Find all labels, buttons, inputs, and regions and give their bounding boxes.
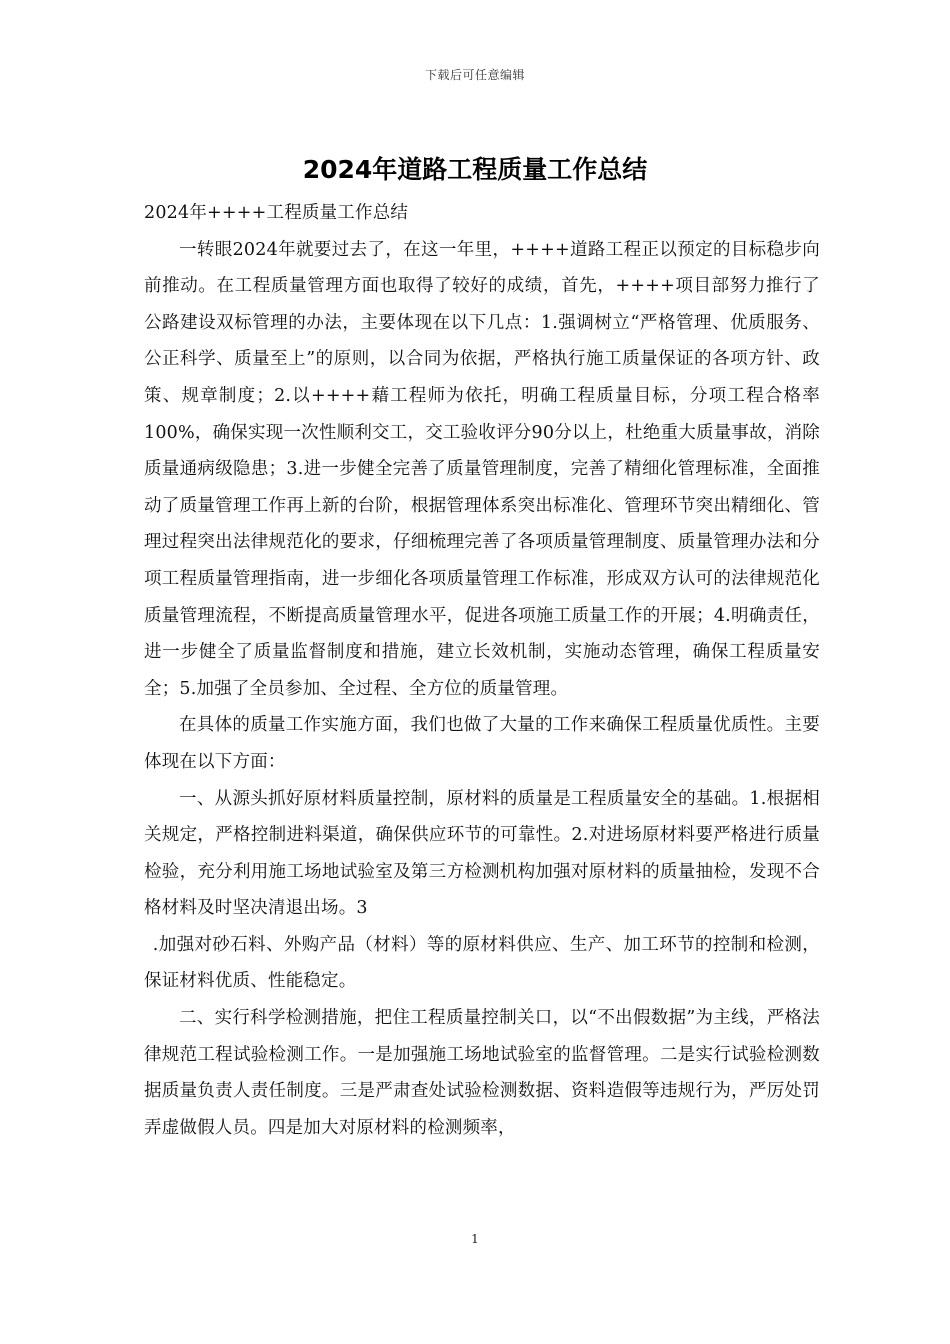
header-note: 下载后可任意编辑 [424,68,525,82]
document-body [144,195,820,1146]
paragraph-intro: 一转眼2024年就要过去了，在这一年里，++++道路工程正以预定的目标稳步向前推动。在工程质量管理方面也取得了较好的成绩，首先，++++项目部努力推行了公路建设双标管理的办法，主要体现在以下几点：1.强调树立“严格管理、优质服务、公正科学、质量至上”的原则，以合同为依据，严格执行施工质量保证的各项方针、政策、规章制度；2.以++++藉工程师为依托，明确工程质量目标，分项工程合格率100%，确保实现一次性顺利交工，交工验收评分90分以上，杜绝重大质量事故，消除质量通病级隐患；3.进一步健全完善了质量管理制度，完善了精细化管理标准，全面推动了质量管理工作再上新的台阶，根据管理体系突出标准化、管理环节突出精细化、管理过程突出法律规范化的要求，仔细梳理完善了各项质量管理制度、质量管理办法和分项工程质量管理指南，进一步细化各项质量管理工作标准，形成双方认可的法律规范化质量管理流程，不断提高质量管理水平，促进各项施工质量工作的开展；4.明确责任，进一步健全了质量监督制度和措施，建立长效机制，实施动态管理，确保工程质量安全；5.加强了全员参加、全过程、全方位的质量管理。 [144,239,820,699]
document-title: 2024年道路工程质量工作总结 [302,155,648,184]
paragraph-implementation: 在具体的质量工作实施方面，我们也做了大量的工作来确保工程质量优质性。主要体现在以下方面： [144,715,820,772]
paragraph-section-one-continued: .加强对砂石料、外购产品（材料）等的原材料供应、生产、加工环节的控制和检测，保证材料优质、性能稳定。 [144,934,820,992]
page-number: 1 [471,1232,479,1246]
paragraph-section-two: 二、实行科学检测措施，把住工程质量控制关口，以“不出假数据”为主线，严格法律规范工程试验检测工作。一是加强施工场地试验室的监督管理。二是实行试验检测数据质量负责人责任制度。三是严肃查处试验检测数据、资料造假等违规行为，严厉处罚弄虚做假人员。四是加大对原材料的检测频率， [144,1008,820,1138]
document-subtitle: 2024年++++工程质量工作总结 [144,203,409,223]
paragraph-section-one: 一、从源头抓好原材料质量控制，原材料的质量是工程质量安全的基础。1.根据相关规定，严格控制进料渠道，确保供应环节的可靠性。2.对进场原材料要严格进行质量检验，充分利用施工场地试验室及第三方检测机构加强对原材料的质量抽检，发现不合格材料及时坚决清退出场。3 [144,788,820,919]
